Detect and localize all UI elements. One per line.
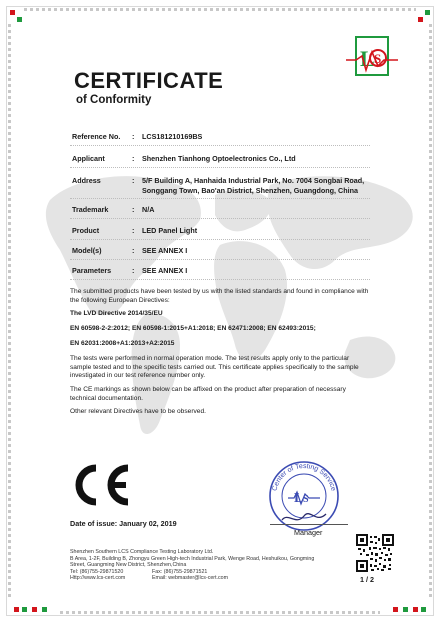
svg-text:L: L — [294, 491, 304, 506]
divider — [70, 259, 370, 260]
field-value: Shenzhen Tianhong Optoelectronics Co., Ltd — [142, 154, 296, 163]
border-dots-bottom — [60, 611, 380, 614]
ce-marking-text: The CE markings as shown below can be affixed on the product after preparation of necessary technical documentation. — [70, 386, 346, 402]
divider — [70, 239, 370, 240]
field-value: LED Panel Light — [142, 226, 198, 235]
tests-text: The tests were performed in normal operation mode. The test results apply only to the particular sample tested and to the specific tests carried out. This certificate applies specifically to the sample investigated in our test reference number only. — [70, 355, 359, 380]
divider — [70, 145, 370, 146]
qr-code — [356, 534, 394, 572]
divider — [70, 218, 370, 219]
signatory-title: Manager — [294, 528, 323, 537]
lab-email[interactable]: Email: webmaster@lcs-cert.com — [152, 575, 229, 582]
field-value: SEE ANNEX I — [142, 266, 188, 275]
field-value: N/A — [142, 205, 155, 214]
standards-line-1: EN 60598-2-2:2012; EN 60598-1:2015+A1:2018; EN 62471:2008; EN 62493:2015; — [70, 325, 316, 332]
field-label: Product — [72, 226, 100, 235]
svg-text:Center of Testing Service — [271, 463, 336, 492]
standards-line-2: EN 62031:2008+A1:2013+A2:2015 — [70, 340, 175, 347]
lab-contact-footer — [70, 549, 340, 582]
lcs-logo — [344, 36, 400, 80]
field-label: Trademark — [72, 205, 109, 214]
certificate-page: CERTIFICATE of Conformity L S Reference No. : LCS181210169BS Applicant : Shenzhen Tianhong Optoelectronics Co., Ltd Address : 5/F Building A, Hanhaida Industrial Park, No. 7004 Songbai Road, Songgang Town, Bao'an District, Shenzhen, Guangdong, China Trademark : N/A Product : LED Panel Light Model(s) : SEE ANNEX I Parameters : SEE ANNEX I The submitted products have been tested by us with the listed standards and found in compliance with the following European Directives: The LVD Directive 2014/35/EU EN 60598-2-2:2012; EN 60598-1:2015+A1:2018; EN 62471:2008; EN 62493:2015; EN 62031:2008+A1:2013+A2:2015 The tests were performed in normal operation mode. The test results apply only to the particular sample tested and to the specific tests carried out. This certificate applies specifically to the sample investigated in our test reference number only. The CE markings as shown below can be affixed on the product after preparation of necessary technical documentation. Other relevant Directives have to be observed. Date of issue: January 02, 2019 Center of Testing Service L S Manager Shenzhen Southern LCS Compliance Testing Laboratory Ltd. B Area, 1-2F, Building B, Zhongyu Green High-tech Industrial Park, Wenge Road, Heshuikou, Gongming Street, Guangming New District, Shenzhen,China Tel: (86)755-29871520 Fax: (86)755-29871521 Http://www.lcs-cert.com Email: webmaster@lcs-cert.com 1 / 2 — [0, 0, 440, 622]
lab-name: Shenzhen Southern LCS Compliance Testing Laboratory Ltd. — [70, 549, 214, 555]
field-label: Applicant — [72, 154, 105, 163]
svg-text:S: S — [303, 494, 309, 505]
border-dots-top — [24, 8, 416, 11]
divider — [70, 167, 370, 168]
border-dots-left — [8, 24, 11, 598]
field-value: SEE ANNEX I — [142, 246, 188, 255]
field-value: 5/F Building A, Hanhaida Industrial Park, No. 7004 Songbai Road, Songgang Town, Bao'an District, Shenzhen, Guangdong, China — [142, 176, 365, 195]
lab-website[interactable]: Http://www.lcs-cert.com — [70, 575, 126, 582]
testing-service-stamp — [266, 458, 342, 534]
svg-text:S: S — [374, 51, 382, 66]
other-directives-text: Other relevant Directives have to be observed. — [70, 408, 206, 415]
divider — [70, 279, 370, 280]
divider — [70, 198, 370, 199]
certificate-title: CERTIFICATE — [74, 68, 224, 93]
page-number: 1 / 2 — [360, 575, 374, 584]
lab-address-line-2: Street, Guangming New District, Shenzhen,China — [70, 562, 187, 569]
lab-tel: Tel: (86)755-29871520 — [70, 568, 124, 575]
ce-mark — [66, 462, 134, 508]
field-label: Reference No. — [72, 132, 121, 141]
field-label: Parameters — [72, 266, 112, 275]
field-label: Address — [72, 176, 101, 185]
stamp-text: Center of Testing Service — [271, 462, 337, 492]
directive-text: The LVD Directive 2014/35/EU — [70, 310, 163, 317]
issue-date: Date of issue: January 02, 2019 — [70, 519, 177, 528]
signature-line — [270, 524, 348, 525]
field-label: Model(s) — [72, 246, 102, 255]
intro-text: The submitted products have been tested by us with the listed standards and found in compliance with the following European Directives: — [70, 288, 369, 304]
svg-text:L: L — [360, 46, 375, 71]
lab-address-line-1: B Area, 1-2F, Building B, Zhongyu Green High-tech Industrial Park, Wenge Road, Heshuikou, Gongming — [70, 555, 315, 562]
lab-fax: Fax: (86)755-29871521 — [152, 568, 208, 575]
certificate-subtitle: of Conformity — [76, 94, 152, 106]
field-value: LCS181210169BS — [142, 132, 203, 141]
